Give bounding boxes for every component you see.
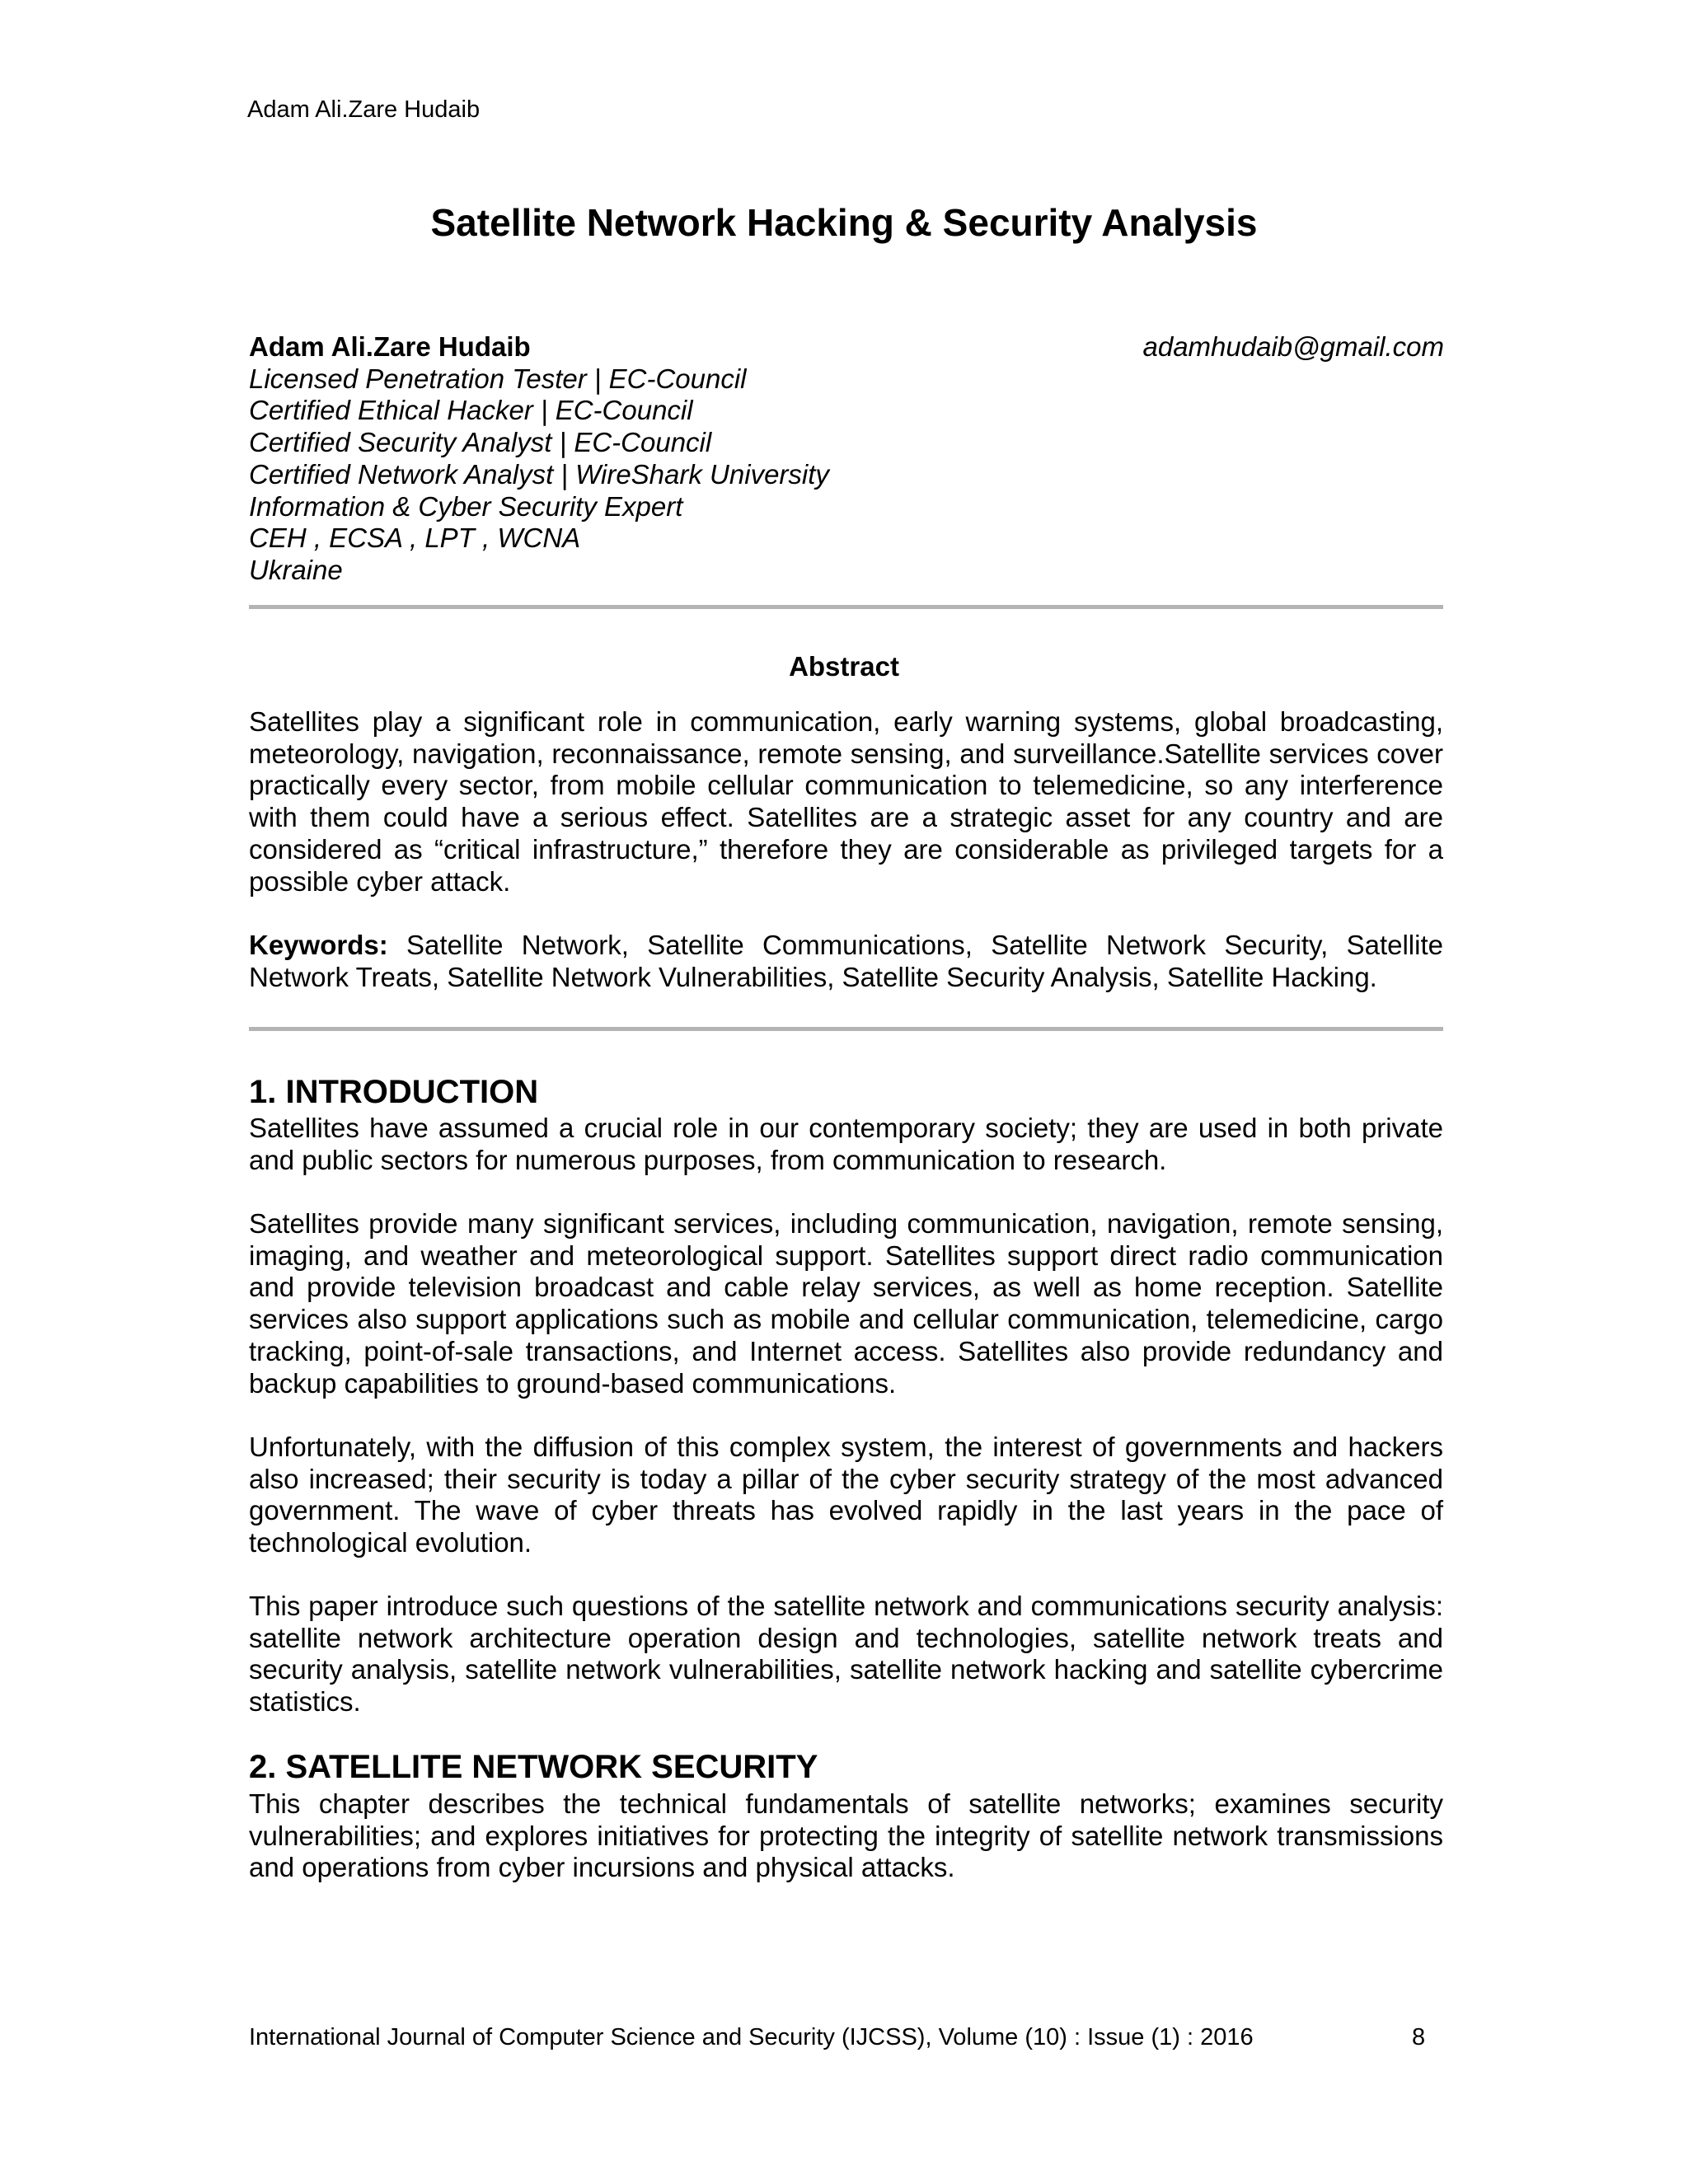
running-head: Adam Ali.Zare Hudaib [247,96,481,123]
keywords-text: Satellite Network, Satellite Communications, Satellite Network Security, Satellite Network Treats, Satellite Network Vulnerabilities, Satellite Security Analysis, Satellite Hacking. [249,930,1443,992]
section2-paragraph-1: This chapter describes the technical fundamentals of satellite networks; examines security vulnerabilities; and explores initiatives for protecting the integrity of satellite network transmissions and operations from cyber incursions and physical attacks. [249,1788,1443,1883]
intro-paragraph-2: Satellites provide many significant services, including communication, navigation, remote sensing, imaging, and weather and meteorological support. Satellites support direct radio communication and provide television broadcast and cable relay services, as well as home reception. Satellite services also support applications such as mobile and cellular communication, telemedicine, cargo tracking, point-of-sale transactions, and Internet access. Satellites also provide redundancy and backup capabilities to ground-based communications. [249,1208,1443,1399]
abstract-text: Satellites play a significant role in communication, early warning systems, global broadcasting, meteorology, navigation, reconnaissance, remote sensing, and surveillance.Satellite services cover practically every sector, from mobile cellular communication to telemedicine, so any interference with them could have a serious effect. Satellites are a strategic asset for any country and are considered as “critical infrastructure,” therefore they are considerable as privileged targets for a possible cyber attack. [249,706,1443,897]
author-credential: Certified Security Analyst | EC-Council [249,427,712,458]
intro-paragraph-3: Unfortunately, with the diffusion of this complex system, the interest of governments and hackers also increased; their security is today a pillar of the cyber security strategy of the most advanced government. The wave of cyber threats has evolved rapidly in the last years in the pace of technological evolution. [249,1432,1443,1558]
author-name: Adam Ali.Zare Hudaib [249,331,531,362]
divider-top [249,605,1443,609]
author-credential: Information & Cyber Security Expert [249,490,683,522]
intro-paragraph-4: This paper introduce such questions of the satellite network and communications security analysis: satellite network architecture operation design and technologies, satellite network treats and security analysis, satellite network vulnerabilities, satellite network hacking and satellite cybercrime statistics. [249,1591,1443,1718]
author-credential: Certified Ethical Hacker | EC-Council [249,395,693,426]
author-credential: Licensed Penetration Tester | EC-Council [249,363,747,394]
page-number: 8 [1412,2024,1426,2050]
footer-journal: International Journal of Computer Science and Security (IJCSS), Volume (10) : Issue (1) : 2016 [249,2024,1254,2050]
author-credential: Certified Network Analyst | WireShark University [249,458,829,490]
abstract-heading: Abstract [789,651,899,682]
intro-paragraph-1: Satellites have assumed a crucial role in our contemporary society; they are used in both private and public sectors for numerous purposes, from communication to research. [249,1113,1443,1175]
section-heading-introduction: 1. INTRODUCTION [249,1074,539,1110]
keywords-label: Keywords: [249,930,388,960]
author-country: Ukraine [249,554,343,585]
author-block [249,331,1444,587]
divider-bottom [249,1027,1443,1031]
section-heading-satellite-network-security: 2. SATELLITE NETWORK SECURITY [249,1749,818,1785]
author-email: adamhudaib@gmail.com [1142,331,1444,362]
paper-title: Satellite Network Hacking & Security Analysis [430,201,1258,244]
keywords [249,930,1443,993]
author-credential: CEH , ECSA , LPT , WCNA [249,523,581,554]
